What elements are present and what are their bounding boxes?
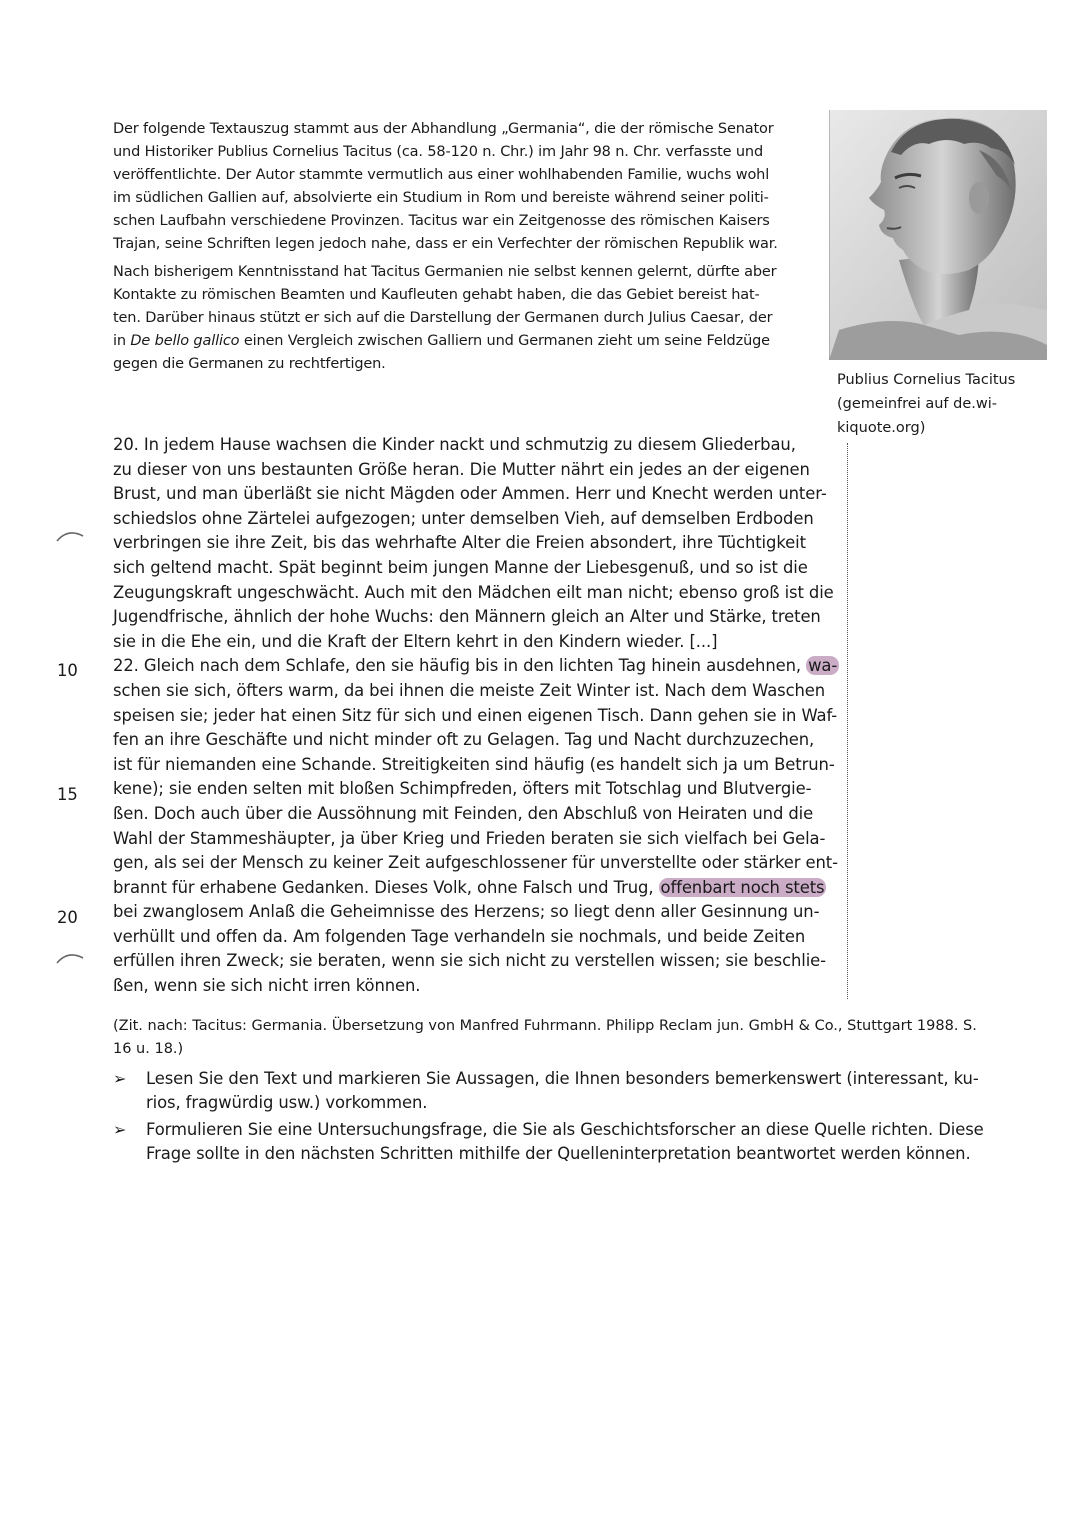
source-line: sie in die Ehe ein, und die Kraft der Eltern kehrt in den Kindern wieder. [...] [113,631,718,651]
task-list [113,1067,1013,1169]
source-line: Zeugungskraft ungeschwächt. Auch mit den Mädchen eilt man nicht; ebenso groß ist die [113,582,834,602]
margin-dotted-rule [847,443,848,999]
pencil-arc-mark [54,526,86,544]
intro-line: Der folgende Textauszug stammt aus der Abhandlung „Germania“, die der römische Senator [113,121,774,137]
source-line [113,876,853,901]
caption-line: (gemeinfrei auf de.wi- [837,396,997,412]
task-line: rios, fragwürdig usw.) vorkommen. [146,1093,428,1113]
source-text-fragment: brannt für erhabene Gedanken. Dieses Volk, ohne Falsch und Trug, [113,877,659,897]
arrow-bullet-icon: ➢ [113,1119,127,1139]
intro-line [113,330,813,353]
source-line: 20. In jedem Hause wachsen die Kinder nackt und schmutzig zu diesem Gliederbau, [113,435,796,454]
task-item [113,1067,1013,1116]
intro-line: und Historiker Publius Cornelius Tacitus (ca. 58-120 n. Chr.) im Jahr 98 n. Chr. verfasste und [113,144,764,160]
source-line: ßen. Doch auch über die Aussöhnung mit Feinden, den Abschluß von Heiraten und die [113,803,814,823]
intro-text [113,118,813,376]
intro-text-fragment: einen Vergleich zwischen Galliern und Germanen zieht um seine Feldzüge [239,333,770,349]
task-item [113,1118,1013,1167]
intro-line: schen Laufbahn verschiedene Provinzen. Tacitus war ein Zeitgenosse des römischen Kaisers [113,213,770,229]
source-line: fen an ihre Geschäfte und nicht minder oft zu Gelagen. Tag und Nacht durchzuzechen, [113,730,815,750]
source-line: bei zwanglosem Anlaß die Geheimnisse des Herzens; so liegt denn aller Gesinnung un- [113,902,820,922]
source-line: ist für niemanden eine Schande. Streitigkeiten sind häufig (es handelt sich ja um Betrun- [113,754,835,774]
source-text-fragment: 22. Gleich nach dem Schlafe, den sie häufig bis in den lichten Tag hinein ausdehnen, [113,656,807,676]
source-line: schiedslos ohne Zärtelei aufgezogen; unter demselben Vieh, auf demselben Erdboden [113,508,814,528]
citation-line: 16 u. 18.) [113,1041,184,1057]
highlighted-text: offenbart noch stets [660,877,825,897]
intro-line: im südlichen Gallien auf, absolvierte ein Studium in Rom und bereiste während seiner politi- [113,190,769,206]
citation [113,1015,1013,1061]
source-line: schen sie sich, öfters warm, da bei ihnen die meiste Zeit Winter ist. Nach dem Waschen [113,680,826,700]
tacitus-portrait-image [829,110,1047,360]
work-title: De bello gallico [130,333,240,349]
intro-line: veröffentlichte. Der Autor stammte vermutlich aus einer wohlhabenden Familie, wuchs wohl [113,167,770,183]
intro-line: Nach bisherigem Kenntnisstand hat Tacitus Germanien nie selbst kennen gelernt, dürfte aber [113,264,777,280]
source-line: Brust, und man überläßt sie nicht Mägden oder Ammen. Herr und Knecht werden unter- [113,484,827,504]
source-line: Wahl der Stammeshäupter, ja über Krieg und Frieden beraten sie sich vielfach bei Gela- [113,828,826,848]
task-line: Frage sollte in den nächsten Schritten mithilfe der Quelleninterpretation beantwortet werden können. [146,1144,971,1164]
arrow-bullet-icon: ➢ [113,1069,127,1088]
highlighted-text: wa- [808,656,838,676]
intro-line: Kontakte zu römischen Beamten und Kaufleuten gehabt haben, die das Gebiet bereist hat- [113,287,760,303]
caption-line: kiquote.org) [837,420,926,436]
portrait-caption [837,368,1047,440]
source-text [113,433,853,999]
source-line: zu dieser von uns bestaunten Größe heran. Die Mutter nährt ein jedes an der eigenen [113,459,810,479]
line-number-10: 10 [57,661,78,680]
citation-line: (Zit. nach: Tacitus: Germania. Übersetzung von Manfred Fuhrmann. Philipp Reclam jun. GmbH & Co., Stuttgart 1988. S. [113,1018,977,1034]
intro-line: Trajan, seine Schriften legen jedoch nahe, dass er ein Verfechter der römischen Republik war. [113,236,778,252]
source-line: Jugendfrische, ähnlich der hohe Wuchs: den Männern gleich an Alter und Stärke, treten [113,607,821,627]
task-line: Formulieren Sie eine Untersuchungsfrage, die Sie als Geschichtsforscher an diese Quelle richten. Diese [146,1119,984,1139]
line-number-20: 20 [57,908,78,927]
source-line: kene); sie enden selten mit bloßen Schimpfreden, öfters mit Totschlag und Blutvergie- [113,779,812,799]
source-line: verhüllt und offen da. Am folgenden Tage verhandeln sie nochmals, und beide Zeiten [113,926,806,946]
source-line: erfüllen ihren Zweck; sie beraten, wenn sie sich nicht zu verstellen wissen; sie beschlie- [113,951,826,971]
source-line: speisen sie; jeder hat einen Sitz für sich und einen eigenen Tisch. Dann gehen sie in Waf- [113,705,838,725]
intro-line: gegen die Germanen zu rechtfertigen. [113,356,386,372]
source-line [113,654,853,679]
line-number-15: 15 [57,785,78,804]
intro-text-fragment: in [113,333,131,349]
pencil-arc-mark [54,948,86,966]
intro-line: ten. Darüber hinaus stützt er sich auf die Darstellung der Germanen durch Julius Caesar, der [113,310,773,326]
task-line: Lesen Sie den Text und markieren Sie Aussagen, die Ihnen besonders bemerkenswert (interessant, ku- [146,1069,979,1088]
source-line: sich geltend macht. Spät beginnt beim jungen Manne der Liebesgenuß, und so ist die [113,557,808,577]
caption-line: Publius Cornelius Tacitus [837,372,1016,388]
source-line: gen, als sei der Mensch zu keiner Zeit aufgeschlossener für unverstellte oder stärker ent- [113,853,838,873]
source-line: ßen, wenn sie sich nicht irren können. [113,976,421,996]
source-line: verbringen sie ihre Zeit, bis das wehrhafte Alter die Freien absondert, ihre Tüchtigkeit [113,533,806,553]
